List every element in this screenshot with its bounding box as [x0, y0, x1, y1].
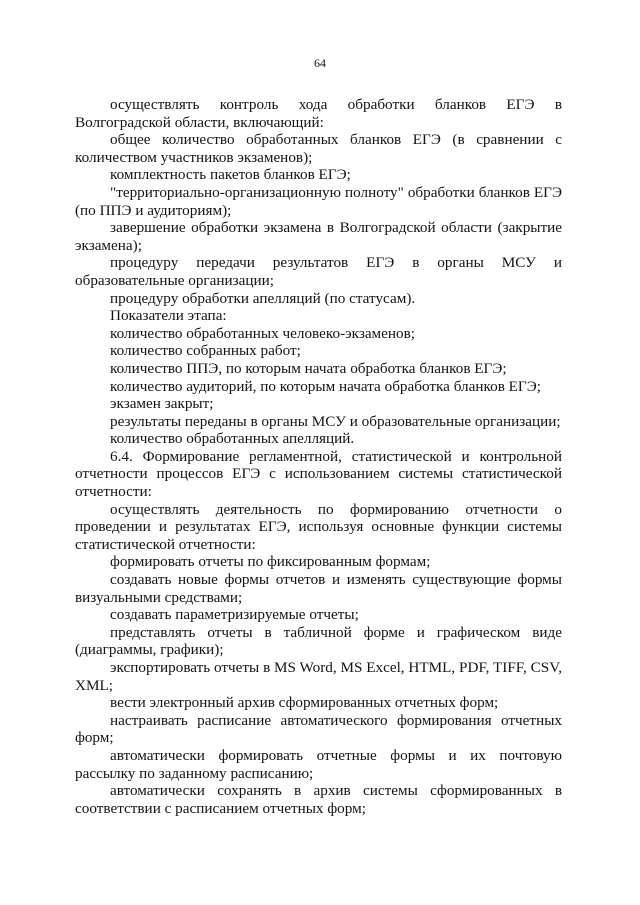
- paragraph: создавать новые формы отчетов и изменять существующие формы визуальными средствами;: [75, 571, 562, 606]
- page-number: 64: [314, 56, 326, 70]
- paragraph: результаты переданы в органы МСУ и образовательные организации;: [110, 412, 561, 430]
- paragraph: осуществлять контроль хода обработки бланков ЕГЭ в Волгоградской области, включающий:: [75, 96, 562, 131]
- paragraph: вести электронный архив сформированных отчетных форм;: [110, 694, 499, 712]
- paragraph: завершение обработки экзамена в Волгоградской области (закрытие экзамена);: [75, 219, 562, 254]
- paragraph: создавать параметризируемые отчеты;: [110, 606, 359, 624]
- paragraph: процедуру обработки апелляций (по статусам).: [110, 289, 416, 307]
- document-body: [75, 96, 562, 817]
- paragraph: экспортировать отчеты в MS Word, MS Excel, HTML, PDF, TIFF, CSV, XML;: [75, 659, 562, 694]
- paragraph: количество обработанных апелляций.: [110, 430, 355, 448]
- paragraph: осуществлять деятельность по формированию отчетности о проведении и результатах ЕГЭ, используя основные функции системы статистической отчетности:: [75, 500, 562, 553]
- paragraph: автоматически сохранять в архив системы сформированных в соответствии с расписанием отчетных форм;: [75, 782, 562, 817]
- paragraph: процедуру передачи результатов ЕГЭ в органы МСУ и образовательные организации;: [75, 254, 562, 289]
- paragraph: количество обработанных человеко-экзаменов;: [110, 324, 416, 342]
- paragraph: количество ППЭ, по которым начата обработка бланков ЕГЭ;: [110, 359, 507, 377]
- paragraph: Показатели этапа:: [110, 307, 227, 325]
- paragraph: настраивать расписание автоматического формирования отчетных форм;: [75, 711, 562, 747]
- paragraph: количество аудиторий, по которым начата обработка бланков ЕГЭ;: [110, 377, 541, 395]
- paragraph: автоматически формировать отчетные формы и их почтовую рассылку по заданному расписанию;: [75, 746, 562, 782]
- paragraph: "территориально-организационную полноту" обработки бланков ЕГЭ (по ППЭ и аудиториям);: [75, 183, 562, 219]
- paragraph: экзамен закрыт;: [110, 395, 214, 413]
- section-heading: 6.4. Формирование регламентной, статистической и контрольной отчетности процессов ЕГЭ с использованием системы статистической отчетности:: [75, 447, 562, 501]
- paragraph: формировать отчеты по фиксированным формам;: [110, 553, 431, 571]
- paragraph: представлять отчеты в табличной форме и графическом виде (диаграммы, графики);: [75, 623, 562, 659]
- paragraph: комплектность пакетов бланков ЕГЭ;: [110, 166, 351, 184]
- paragraph: количество собранных работ;: [110, 342, 301, 360]
- paragraph: общее количество обработанных бланков ЕГЭ (в сравнении с количеством участников экзаменов);: [75, 131, 562, 166]
